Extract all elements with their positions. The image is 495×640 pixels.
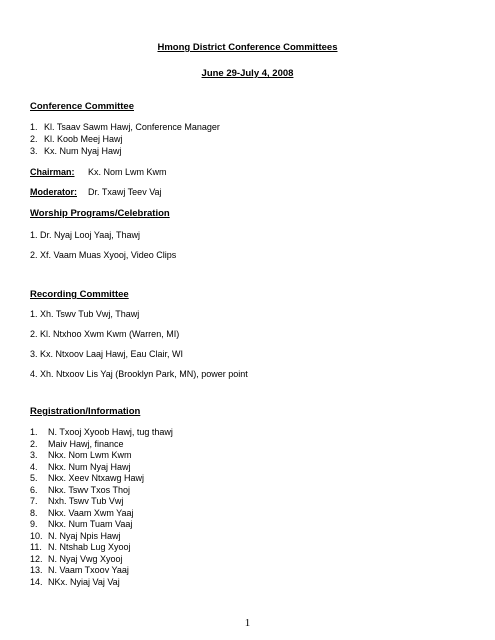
list-item: [30, 462, 131, 472]
list-item: 2. Xf. Vaam Muas Xyooj, Video Clips: [30, 250, 177, 260]
recording-heading: Recording Committee: [30, 289, 129, 300]
page-number: 1: [244, 617, 251, 629]
document-title: Hmong District Conference Committees: [157, 42, 338, 53]
item-text: N. Vaam Txoov Yaaj: [48, 565, 129, 575]
item-text: Nkx. Num Nyaj Hawj: [48, 461, 131, 472]
chairman-label: Chairman:: [30, 167, 75, 177]
item-number: 13.: [30, 565, 43, 575]
item-text: Nkx. Vaam Xwm Yaaj: [48, 507, 134, 518]
list-item: [30, 439, 124, 449]
item-number: 3.: [30, 146, 38, 156]
list-item: [30, 485, 130, 495]
list-item: [30, 134, 123, 144]
moderator-label: Moderator:: [30, 187, 77, 197]
list-item: [30, 473, 144, 483]
item-text: N. Ntshab Lug Xyooj: [48, 542, 131, 552]
item-text: Kx. Num Nyaj Hawj: [44, 146, 122, 156]
item-text: N. Txooj Xyoob Hawj, tug thawj: [48, 427, 173, 437]
item-number: 5.: [30, 473, 38, 483]
list-item: [30, 146, 122, 156]
item-number: 2.: [30, 134, 38, 144]
document-dates: June 29-July 4, 2008: [201, 68, 294, 79]
item-number: 6.: [30, 484, 38, 495]
item-number: 1.: [30, 122, 38, 132]
list-item: [30, 427, 173, 437]
list-item: 1. Dr. Nyaj Looj Yaaj, Thawj: [30, 230, 141, 240]
item-text: Nkx. Num Tuam Vaaj: [48, 519, 133, 529]
item-text: N. Nyaj Vwg Xyooj: [48, 553, 123, 564]
item-number: 8.: [30, 507, 38, 518]
item-text: Nkx. Nom Lwm Kwm: [48, 450, 132, 460]
item-number: 10.: [30, 530, 43, 541]
item-number: 12.: [30, 553, 43, 564]
list-item: 1. Xh. Tswv Tub Vwj, Thawj: [30, 309, 140, 319]
item-text: Nxh. Tswv Tub Vwj: [48, 496, 124, 506]
list-item: [30, 577, 120, 587]
list-item: [30, 542, 131, 552]
registration-heading: Registration/Information: [30, 406, 141, 417]
item-number: 2.: [30, 438, 38, 449]
conference-committee-heading: Conference Committee: [30, 101, 134, 112]
item-number: 9.: [30, 519, 38, 529]
item-number: 1.: [30, 427, 38, 437]
item-text: N. Nyaj Npis Hawj: [48, 530, 121, 541]
list-item: [30, 508, 134, 518]
item-number: 4.: [30, 461, 38, 472]
item-text: NKx. Nyiaj Vaj Vaj: [48, 576, 120, 587]
item-text: Kl. Tsaav Sawm Hawj, Conference Manager: [44, 122, 220, 132]
list-item: 3. Kx. Ntxoov Laaj Hawj, Eau Clair, WI: [30, 349, 184, 359]
moderator-value: Dr. Txawj Teev Vaj: [88, 187, 162, 197]
item-text: Nkx. Tswv Txos Thoj: [48, 484, 131, 495]
item-text: Nkx. Xeev Ntxawg Hawj: [48, 473, 145, 483]
item-number: 11.: [30, 542, 42, 552]
list-item: 4. Xh. Ntxoov Lis Yaj (Brooklyn Park, MN), power point: [30, 369, 248, 379]
item-number: 7.: [30, 496, 38, 506]
list-item: 2. Kl. Ntxhoo Xwm Kwm (Warren, MI): [30, 329, 180, 339]
list-item: [30, 531, 121, 541]
item-text: Kl. Koob Meej Hawj: [44, 134, 123, 144]
list-item: [30, 565, 129, 575]
list-item: [30, 554, 123, 564]
worship-heading: Worship Programs/Celebration: [30, 208, 170, 219]
item-number: 3.: [30, 450, 38, 460]
list-item: [30, 496, 123, 506]
item-text: Maiv Hawj, finance: [48, 438, 124, 449]
chairman-value: Kx. Nom Lwm Kwm: [88, 167, 167, 177]
item-number: 14.: [30, 576, 43, 587]
chairman-row: [30, 167, 167, 177]
list-item: [30, 450, 132, 460]
list-item: [30, 519, 132, 529]
list-item: [30, 122, 220, 132]
moderator-row: [30, 187, 162, 197]
